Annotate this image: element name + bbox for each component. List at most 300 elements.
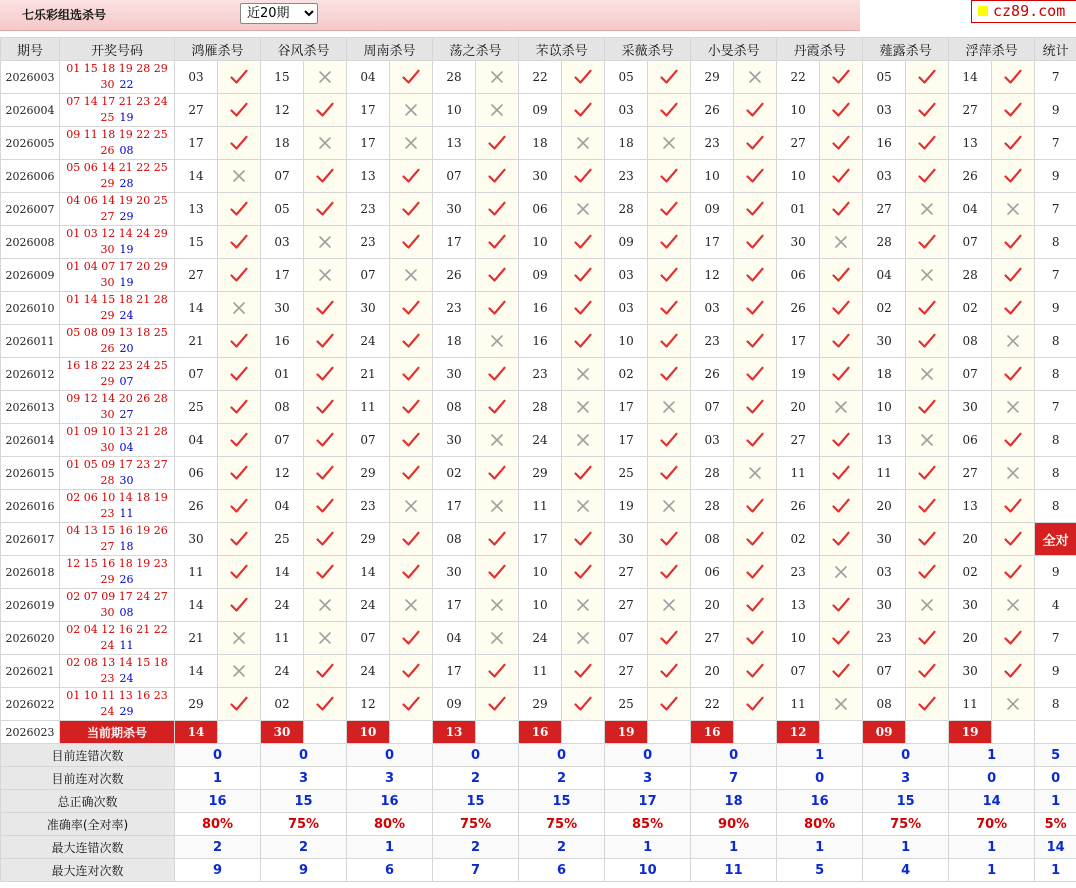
result-cell bbox=[906, 391, 949, 424]
result-cell bbox=[562, 61, 605, 94]
check-icon bbox=[906, 102, 948, 118]
draw-main-numbers: 04 06 14 19 20 25 bbox=[66, 194, 168, 207]
summary-value: 85% bbox=[605, 813, 691, 836]
kill-number: 23 bbox=[347, 193, 390, 226]
kill-number: 11 bbox=[949, 688, 992, 721]
summary-value: 0 bbox=[949, 767, 1035, 790]
result-cell bbox=[476, 622, 519, 655]
kill-number: 28 bbox=[691, 490, 734, 523]
draw-main-numbers: 01 14 15 18 21 28 bbox=[66, 293, 168, 306]
result-cell bbox=[992, 292, 1035, 325]
check-icon bbox=[906, 498, 948, 514]
cross-icon bbox=[648, 499, 690, 513]
summary-value: 80% bbox=[347, 813, 433, 836]
result-cell bbox=[476, 94, 519, 127]
result-cell bbox=[734, 226, 777, 259]
kill-number: 23 bbox=[691, 127, 734, 160]
result-cell bbox=[304, 325, 347, 358]
kill-number: 17 bbox=[519, 523, 562, 556]
kill-number: 09 bbox=[433, 688, 476, 721]
kill-number: 28 bbox=[949, 259, 992, 292]
table-row bbox=[1, 622, 1076, 655]
summary-value: 0 bbox=[347, 744, 433, 767]
result-cell bbox=[734, 292, 777, 325]
result-cell bbox=[992, 523, 1035, 556]
kill-number: 23 bbox=[347, 490, 390, 523]
cross-icon bbox=[218, 169, 260, 183]
cross-icon bbox=[562, 499, 604, 513]
result-cell bbox=[304, 193, 347, 226]
draw-special-number: 22 bbox=[119, 78, 134, 91]
cross-icon bbox=[906, 268, 948, 282]
period-cell: 2026010 bbox=[1, 292, 60, 325]
period-cell: 2026003 bbox=[1, 61, 60, 94]
draw-special-number: 19 bbox=[119, 243, 134, 256]
kill-number: 17 bbox=[691, 226, 734, 259]
table-row bbox=[1, 193, 1076, 226]
draw-cell bbox=[60, 457, 175, 490]
kill-number: 24 bbox=[347, 325, 390, 358]
summary-value: 2 bbox=[175, 836, 261, 859]
check-icon bbox=[992, 135, 1034, 151]
draw-last-number: 23 bbox=[100, 672, 115, 685]
cross-icon bbox=[304, 235, 346, 249]
cross-icon bbox=[476, 499, 518, 513]
kill-number: 27 bbox=[605, 589, 648, 622]
result-cell bbox=[992, 457, 1035, 490]
kill-number: 29 bbox=[347, 457, 390, 490]
kill-number: 07 bbox=[949, 358, 992, 391]
kill-number: 27 bbox=[949, 94, 992, 127]
kill-number: 23 bbox=[777, 556, 820, 589]
kill-number: 07 bbox=[691, 391, 734, 424]
stat-cell: 7 bbox=[1035, 391, 1076, 424]
draw-cell bbox=[60, 325, 175, 358]
summary-value: 1 bbox=[777, 744, 863, 767]
kill-number: 06 bbox=[949, 424, 992, 457]
result-cell bbox=[648, 358, 691, 391]
kill-number: 07 bbox=[949, 226, 992, 259]
draw-last-number: 23 bbox=[100, 507, 115, 520]
result-cell bbox=[476, 523, 519, 556]
result-cell bbox=[648, 688, 691, 721]
kill-number: 23 bbox=[691, 325, 734, 358]
check-icon bbox=[390, 663, 432, 679]
kill-number: 07 bbox=[863, 655, 906, 688]
result-cell bbox=[820, 490, 863, 523]
draw-cell bbox=[60, 391, 175, 424]
result-cell bbox=[304, 61, 347, 94]
cross-icon bbox=[390, 136, 432, 150]
kill-number: 24 bbox=[519, 622, 562, 655]
result-cell bbox=[390, 358, 433, 391]
draw-cell bbox=[60, 424, 175, 457]
stat-cell: 4 bbox=[1035, 589, 1076, 622]
result-cell bbox=[476, 490, 519, 523]
kill-number: 11 bbox=[777, 457, 820, 490]
col-header-stat: 统计 bbox=[1035, 38, 1076, 61]
kill-number: 30 bbox=[433, 556, 476, 589]
draw-cell bbox=[60, 358, 175, 391]
summary-value: 0 bbox=[863, 744, 949, 767]
result-cell bbox=[734, 193, 777, 226]
summary-value: 15 bbox=[863, 790, 949, 813]
stat-cell: 7 bbox=[1035, 193, 1076, 226]
kill-number: 12 bbox=[347, 688, 390, 721]
result-cell bbox=[218, 358, 261, 391]
kill-number: 14 bbox=[347, 556, 390, 589]
summary-value: 3 bbox=[863, 767, 949, 790]
cross-icon bbox=[992, 466, 1034, 480]
check-icon bbox=[906, 300, 948, 316]
result-cell bbox=[992, 655, 1035, 688]
draw-last-number: 29 bbox=[100, 309, 115, 322]
check-icon bbox=[562, 663, 604, 679]
result-cell bbox=[992, 325, 1035, 358]
summary-value: 75% bbox=[433, 813, 519, 836]
kill-number: 11 bbox=[519, 490, 562, 523]
draw-last-number: 26 bbox=[100, 144, 115, 157]
kill-number: 04 bbox=[863, 259, 906, 292]
kill-number: 10 bbox=[863, 391, 906, 424]
cross-icon bbox=[476, 433, 518, 447]
kill-number: 11 bbox=[175, 556, 218, 589]
draw-cell bbox=[60, 556, 175, 589]
cross-icon bbox=[218, 301, 260, 315]
draw-last-number: 30 bbox=[100, 243, 115, 256]
kill-number: 30 bbox=[863, 325, 906, 358]
result-cell bbox=[390, 292, 433, 325]
draw-main-numbers: 02 08 13 14 15 18 bbox=[66, 656, 168, 669]
check-icon bbox=[992, 267, 1034, 283]
result-cell bbox=[906, 61, 949, 94]
check-icon bbox=[562, 69, 604, 85]
check-icon bbox=[648, 696, 690, 712]
summary-value: 2 bbox=[433, 836, 519, 859]
result-cell bbox=[648, 292, 691, 325]
kill-number: 11 bbox=[261, 622, 304, 655]
site-logo[interactable] bbox=[971, 0, 1076, 23]
kill-number: 02 bbox=[863, 292, 906, 325]
kill-number: 14 bbox=[175, 160, 218, 193]
result-cell bbox=[734, 490, 777, 523]
check-icon bbox=[734, 663, 776, 679]
cross-icon bbox=[906, 598, 948, 612]
result-cell bbox=[648, 127, 691, 160]
summary-label: 总正确次数 bbox=[1, 790, 175, 813]
draw-main-numbers: 01 10 11 13 16 23 bbox=[66, 689, 168, 702]
result-cell bbox=[992, 259, 1035, 292]
check-icon bbox=[734, 366, 776, 382]
check-icon bbox=[648, 168, 690, 184]
check-icon bbox=[390, 234, 432, 250]
result-cell bbox=[476, 358, 519, 391]
kill-number: 30 bbox=[949, 391, 992, 424]
kill-number: 09 bbox=[519, 259, 562, 292]
summary-row bbox=[1, 813, 1076, 836]
draw-last-number: 25 bbox=[100, 111, 115, 124]
kill-number: 10 bbox=[605, 325, 648, 358]
col-header-killer: 采薇杀号 bbox=[605, 38, 691, 61]
check-icon bbox=[906, 465, 948, 481]
check-icon bbox=[476, 300, 518, 316]
check-icon bbox=[476, 234, 518, 250]
draw-special-number: 27 bbox=[119, 408, 134, 421]
result-cell bbox=[304, 226, 347, 259]
table-row bbox=[1, 226, 1076, 259]
current-kill-number: 30 bbox=[261, 721, 304, 744]
result-cell bbox=[820, 127, 863, 160]
kill-number: 23 bbox=[433, 292, 476, 325]
current-kill-number: 10 bbox=[347, 721, 390, 744]
result-cell bbox=[218, 688, 261, 721]
check-icon bbox=[906, 168, 948, 184]
result-cell bbox=[992, 589, 1035, 622]
stat-cell: 9 bbox=[1035, 94, 1076, 127]
check-icon bbox=[906, 564, 948, 580]
result-cell bbox=[562, 193, 605, 226]
stat-cell: 8 bbox=[1035, 688, 1076, 721]
check-icon bbox=[648, 432, 690, 448]
kill-number: 07 bbox=[605, 622, 648, 655]
check-icon bbox=[390, 201, 432, 217]
result-cell bbox=[390, 688, 433, 721]
period-cell: 2026020 bbox=[1, 622, 60, 655]
col-header-killer: 芣苡杀号 bbox=[519, 38, 605, 61]
kill-number: 30 bbox=[605, 523, 648, 556]
draw-last-number: 30 bbox=[100, 606, 115, 619]
result-cell bbox=[734, 688, 777, 721]
kill-number: 20 bbox=[691, 589, 734, 622]
kill-number: 10 bbox=[777, 622, 820, 655]
draw-special-number: 19 bbox=[119, 111, 134, 124]
period-cell: 2026016 bbox=[1, 490, 60, 523]
cross-icon bbox=[820, 565, 862, 579]
check-icon bbox=[648, 267, 690, 283]
result-cell bbox=[304, 589, 347, 622]
check-icon bbox=[218, 135, 260, 151]
cross-icon bbox=[304, 70, 346, 84]
draw-cell bbox=[60, 490, 175, 523]
kill-number: 27 bbox=[691, 622, 734, 655]
draw-special-number: 29 bbox=[119, 705, 134, 718]
kill-number: 23 bbox=[605, 160, 648, 193]
cross-icon bbox=[820, 235, 862, 249]
kill-number: 10 bbox=[519, 589, 562, 622]
kill-number: 17 bbox=[347, 127, 390, 160]
col-header-draw: 开奖号码 bbox=[60, 38, 175, 61]
result-cell bbox=[390, 424, 433, 457]
stat-cell: 9 bbox=[1035, 292, 1076, 325]
stat-cell: 8 bbox=[1035, 490, 1076, 523]
result-cell bbox=[734, 424, 777, 457]
summary-value: 17 bbox=[605, 790, 691, 813]
current-blank-cell bbox=[992, 721, 1035, 744]
result-cell bbox=[562, 127, 605, 160]
table-row bbox=[1, 655, 1076, 688]
col-header-killer: 荡之杀号 bbox=[433, 38, 519, 61]
summary-value: 10 bbox=[605, 859, 691, 882]
result-cell bbox=[734, 358, 777, 391]
check-icon bbox=[648, 102, 690, 118]
check-icon bbox=[562, 465, 604, 481]
check-icon bbox=[562, 234, 604, 250]
result-cell bbox=[218, 589, 261, 622]
result-cell bbox=[734, 61, 777, 94]
cross-icon bbox=[562, 202, 604, 216]
kill-number: 11 bbox=[777, 688, 820, 721]
check-icon bbox=[820, 432, 862, 448]
result-cell bbox=[648, 523, 691, 556]
summary-value: 6 bbox=[519, 859, 605, 882]
kill-number: 17 bbox=[605, 391, 648, 424]
draw-last-number: 30 bbox=[100, 276, 115, 289]
result-cell bbox=[476, 688, 519, 721]
table-row bbox=[1, 523, 1076, 556]
draw-main-numbers: 01 09 10 13 21 28 bbox=[66, 425, 168, 438]
summary-value: 0 bbox=[691, 744, 777, 767]
summary-value: 1 bbox=[949, 744, 1035, 767]
result-cell bbox=[304, 358, 347, 391]
result-cell bbox=[734, 523, 777, 556]
kill-number: 17 bbox=[433, 589, 476, 622]
summary-value: 7 bbox=[433, 859, 519, 882]
result-cell bbox=[304, 655, 347, 688]
check-icon bbox=[648, 564, 690, 580]
kill-number: 19 bbox=[777, 358, 820, 391]
result-cell bbox=[390, 226, 433, 259]
kill-number: 01 bbox=[777, 193, 820, 226]
kill-number: 08 bbox=[433, 391, 476, 424]
check-icon bbox=[734, 432, 776, 448]
kill-number: 25 bbox=[605, 688, 648, 721]
col-header-killer: 小旻杀号 bbox=[691, 38, 777, 61]
cross-icon bbox=[390, 499, 432, 513]
check-icon bbox=[648, 333, 690, 349]
check-icon bbox=[820, 531, 862, 547]
period-select[interactable] bbox=[240, 3, 318, 24]
check-icon bbox=[906, 630, 948, 646]
result-cell bbox=[820, 358, 863, 391]
table-row bbox=[1, 325, 1076, 358]
current-kill-number: 16 bbox=[519, 721, 562, 744]
kill-number: 18 bbox=[433, 325, 476, 358]
period-cell: 2026007 bbox=[1, 193, 60, 226]
check-icon bbox=[820, 135, 862, 151]
draw-cell bbox=[60, 94, 175, 127]
table-row bbox=[1, 94, 1076, 127]
draw-cell bbox=[60, 655, 175, 688]
current-blank-cell bbox=[562, 721, 605, 744]
kill-number: 26 bbox=[433, 259, 476, 292]
kill-number: 30 bbox=[519, 160, 562, 193]
cross-icon bbox=[820, 697, 862, 711]
result-cell bbox=[820, 61, 863, 94]
kill-number: 18 bbox=[261, 127, 304, 160]
check-icon bbox=[390, 432, 432, 448]
draw-main-numbers: 01 05 09 17 23 27 bbox=[66, 458, 168, 471]
current-kill-number: 14 bbox=[175, 721, 218, 744]
result-cell bbox=[476, 292, 519, 325]
kill-number: 26 bbox=[691, 94, 734, 127]
kill-number: 25 bbox=[175, 391, 218, 424]
kill-number: 03 bbox=[261, 226, 304, 259]
kill-number: 28 bbox=[605, 193, 648, 226]
kill-number: 02 bbox=[261, 688, 304, 721]
result-cell bbox=[304, 622, 347, 655]
draw-main-numbers: 02 07 09 17 24 27 bbox=[66, 590, 168, 603]
kill-number: 26 bbox=[175, 490, 218, 523]
result-cell bbox=[820, 292, 863, 325]
kill-number: 08 bbox=[691, 523, 734, 556]
stat-cell: 9 bbox=[1035, 655, 1076, 688]
kill-number: 13 bbox=[949, 490, 992, 523]
result-cell bbox=[390, 61, 433, 94]
kill-number: 19 bbox=[605, 490, 648, 523]
check-icon bbox=[218, 267, 260, 283]
result-cell bbox=[218, 160, 261, 193]
check-icon bbox=[562, 267, 604, 283]
check-icon bbox=[992, 531, 1034, 547]
result-cell bbox=[562, 457, 605, 490]
summary-value: 3 bbox=[261, 767, 347, 790]
check-icon bbox=[992, 102, 1034, 118]
summary-value: 15 bbox=[433, 790, 519, 813]
result-cell bbox=[648, 160, 691, 193]
kill-number: 07 bbox=[261, 424, 304, 457]
draw-cell bbox=[60, 523, 175, 556]
kill-number: 17 bbox=[777, 325, 820, 358]
check-icon bbox=[734, 696, 776, 712]
draw-special-number: 20 bbox=[119, 342, 134, 355]
check-icon bbox=[820, 300, 862, 316]
current-kill-number: 19 bbox=[949, 721, 992, 744]
col-header-killer: 鸿雁杀号 bbox=[175, 38, 261, 61]
draw-main-numbers: 12 15 16 18 19 23 bbox=[66, 557, 168, 570]
kill-number: 13 bbox=[433, 127, 476, 160]
summary-row bbox=[1, 859, 1076, 882]
draw-cell bbox=[60, 259, 175, 292]
result-cell bbox=[648, 556, 691, 589]
period-cell: 2026005 bbox=[1, 127, 60, 160]
check-icon bbox=[992, 663, 1034, 679]
draw-last-number: 30 bbox=[100, 441, 115, 454]
kill-number: 20 bbox=[949, 622, 992, 655]
summary-value: 7 bbox=[691, 767, 777, 790]
kill-number: 28 bbox=[863, 226, 906, 259]
kill-number: 04 bbox=[261, 490, 304, 523]
check-icon bbox=[734, 234, 776, 250]
kill-number: 27 bbox=[605, 556, 648, 589]
draw-special-number: 30 bbox=[119, 474, 134, 487]
check-icon bbox=[218, 465, 260, 481]
cross-icon bbox=[906, 202, 948, 216]
kill-number: 27 bbox=[175, 259, 218, 292]
check-icon bbox=[734, 135, 776, 151]
check-icon bbox=[820, 366, 862, 382]
summary-value: 5 bbox=[777, 859, 863, 882]
result-cell bbox=[476, 193, 519, 226]
check-icon bbox=[218, 531, 260, 547]
summary-value: 5 bbox=[1035, 744, 1076, 767]
kill-number: 23 bbox=[863, 622, 906, 655]
summary-label: 最大连错次数 bbox=[1, 836, 175, 859]
summary-value: 80% bbox=[175, 813, 261, 836]
kill-number: 18 bbox=[519, 127, 562, 160]
kill-number: 11 bbox=[519, 655, 562, 688]
check-icon bbox=[304, 201, 346, 217]
check-icon bbox=[562, 168, 604, 184]
